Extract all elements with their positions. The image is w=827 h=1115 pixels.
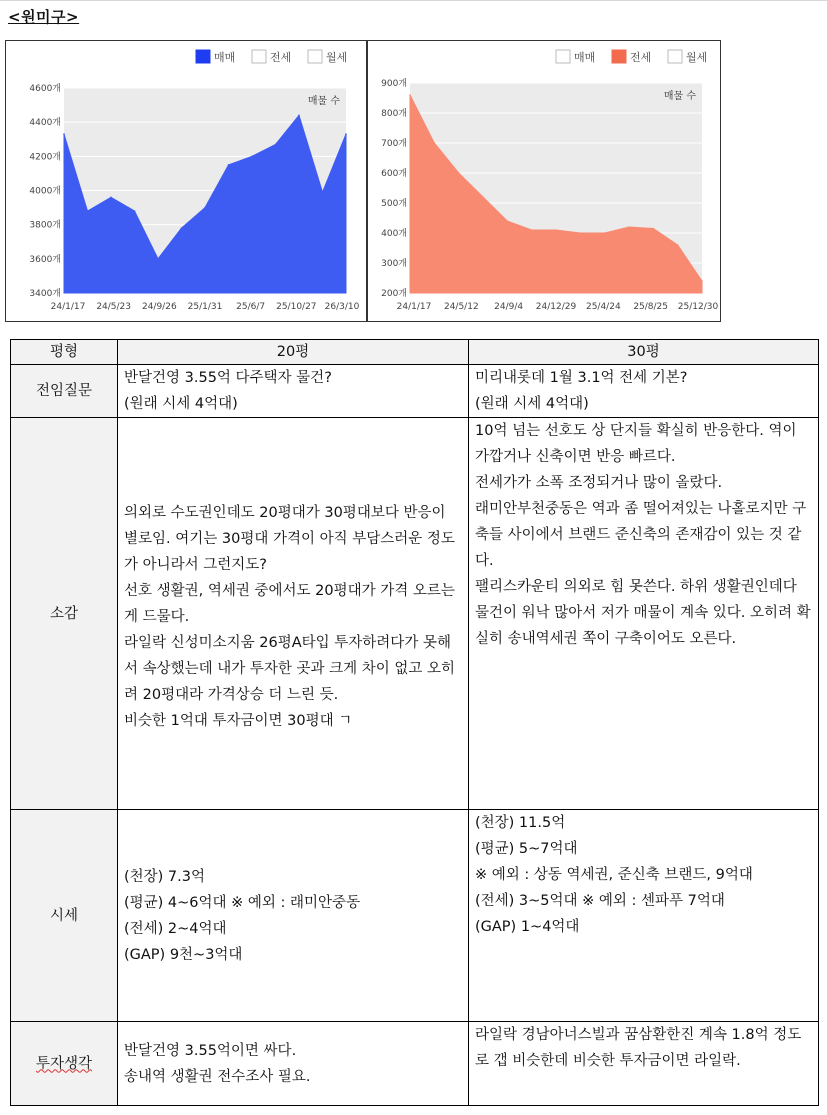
header-20pyeong: 20평 [118, 340, 469, 365]
x-tick-label: 25/4/24 [585, 302, 621, 312]
legend-swatch [668, 50, 682, 63]
sale-listings-chart-svg [6, 41, 366, 321]
analysis-table [10, 339, 819, 1106]
cell-investment-30 [469, 1022, 819, 1106]
x-tick-label: 26/3/10 [324, 302, 360, 312]
header-size: 평형 [11, 340, 118, 365]
cell-impression-20 [118, 418, 469, 810]
y-tick-label: 700개 [381, 139, 407, 149]
cell-price-20 [118, 810, 469, 1022]
y-tick-label: 3800개 [29, 220, 61, 231]
x-tick-label: 24/5/12 [443, 302, 479, 312]
x-tick-label: 24/1/17 [50, 302, 86, 312]
y-tick-label: 4400개 [29, 118, 61, 129]
data-point [228, 164, 230, 166]
y-tick-label: 600개 [381, 169, 407, 179]
cell-question-30-text: 미리내롯데 1월 3.1억 전세 기본? (원래 시세 4억대) [475, 370, 688, 412]
x-tick-label: 24/12/29 [535, 302, 577, 312]
x-tick-label: 24/9/26 [141, 302, 177, 312]
legend-label: 월세 [686, 51, 708, 64]
data-point [110, 197, 112, 199]
data-point [181, 227, 183, 229]
cell-question-30 [469, 365, 819, 418]
legend-swatch [308, 50, 322, 63]
series-label: 매물 수 [663, 91, 696, 102]
jeonse-listings-chart-svg [368, 41, 720, 321]
data-point [322, 191, 324, 193]
series-label: 매물 수 [307, 96, 340, 107]
sale-listings-chart [5, 40, 367, 322]
cell-impression-30 [469, 418, 819, 810]
data-point [409, 94, 411, 96]
data-point [298, 115, 300, 117]
table-row-price [11, 810, 819, 1022]
legend-swatch [196, 50, 210, 63]
data-point [458, 172, 460, 174]
data-point [63, 133, 65, 135]
data-point [434, 142, 436, 144]
data-point [701, 280, 703, 282]
y-tick-label: 900개 [381, 79, 407, 89]
x-tick-label: 25/10/27 [276, 302, 317, 312]
cell-price-20-text: (천장) 7.3억 (평균) 4~6억대 ※ 예외 : 래미안중동 (전세) 2~4억대 (GAP) 9천~3억대 [124, 868, 361, 963]
legend-label: 전세 [270, 51, 292, 64]
cell-investment-30-text: 라일락 경남아너스빌과 꿈삼환한진 계속 1.8억 정도로 갭 비슷한데 비슷한 투자금이면 라일락. [475, 1027, 802, 1069]
cell-impression-20-text: 의외로 수도권인데도 20평대가 30평대보다 반응이 별로임. 여기는 30평대 가격이 아직 부담스러운 정도가 아니라서 그런지도? 선호 생활권, 역세권 중에서도 20평대가 가격 오르는 게 드물다. 라일락 신성미소지움 26평A타입 투자하려다가 못해서 속상했는데 내가 투자한 곳과 크게 차이 없고 오히려 20평대라 가격상승 더 느린 듯. 비슷한 1억대 투자금이면 30평대 ㄱ [124, 504, 456, 729]
x-tick-label: 25/8/25 [633, 302, 669, 312]
legend-swatch [612, 50, 626, 63]
y-tick-label: 200개 [381, 289, 407, 299]
x-tick-label: 25/1/31 [187, 302, 223, 312]
y-tick-label: 4200개 [29, 152, 61, 163]
row-label-investment [11, 1022, 118, 1106]
cell-question-20 [118, 365, 469, 418]
cell-investment-20 [118, 1022, 469, 1106]
data-point [580, 232, 582, 234]
data-point [157, 258, 159, 260]
y-tick-label: 400개 [381, 229, 407, 239]
y-tick-label: 500개 [381, 199, 407, 209]
cell-impression-30-text: 10억 넘는 선호도 상 단지들 확실히 반응한다. 역이 가깝거나 신축이면 반응 빠르다. 전세가가 소폭 조정되거나 많이 올랐다. 래미안부천중동은 역과 좀 떨어져있는 나홀로지만 구축들 사이에서 브랜드 준신축의 존재감이 있는 것 같다. 팰리스카운티 의외로 힘 못쓴다. 하위 생활권인데다 물건이 워낙 많아서 저가 매물이 계속 있다. 오히려 확실히 송내역세권 쪽이 구축이어도 오른다. [475, 423, 811, 647]
data-point [604, 232, 606, 234]
table-row-investment [11, 1022, 819, 1106]
jeonse-listings-chart [367, 40, 721, 322]
data-point [134, 210, 136, 212]
legend-label: 월세 [326, 51, 348, 64]
y-tick-label: 800개 [381, 109, 407, 119]
y-tick-label: 3400개 [29, 289, 61, 299]
y-tick-label: 300개 [381, 259, 407, 269]
cell-price-30-text: (천장) 11.5억 (평균) 5~7억대 ※ 예외 : 상동 역세권, 준신축 브랜드, 9억대 (전세) 3~5억대 ※ 예외 : 센파푸 7억대 (GAP) 1~4억대 [475, 815, 753, 935]
data-point [653, 228, 655, 230]
row-label-impression: 소감 [11, 418, 118, 810]
cell-question-20-text: 반달건영 3.55억 다주택자 물건? (원래 시세 4억대) [124, 370, 332, 412]
x-tick-label: 24/9/4 [494, 302, 524, 312]
data-point [204, 207, 206, 209]
legend-label: 매매 [574, 51, 596, 64]
data-point [345, 133, 347, 135]
x-tick-label: 24/5/23 [96, 302, 132, 312]
cell-investment-20-text: 반달건영 3.55억이면 싸다. 송내역 생활권 전수조사 필요. [124, 1042, 311, 1085]
data-point [87, 210, 89, 212]
table-row-impression [11, 418, 819, 810]
data-point [507, 220, 509, 222]
y-tick-label: 4600개 [29, 84, 61, 94]
data-point [482, 196, 484, 198]
y-tick-label: 4000개 [29, 186, 61, 197]
x-tick-label: 25/6/7 [236, 302, 266, 312]
data-point [251, 156, 253, 158]
table-row-question [11, 365, 819, 418]
data-point [531, 229, 533, 231]
page-top-rule [0, 0, 827, 1]
cell-price-30 [469, 810, 819, 1022]
table-header-row [11, 340, 819, 365]
legend-swatch [252, 50, 266, 63]
legend-label: 전세 [630, 51, 652, 64]
data-point [628, 226, 630, 228]
row-label-price: 시세 [11, 810, 118, 1022]
section-heading: <원미구> [8, 8, 80, 26]
header-30pyeong: 30평 [469, 340, 819, 365]
x-tick-label: 25/12/30 [677, 302, 719, 312]
row-label-investment-text: 투자생각 [35, 1055, 93, 1072]
legend-swatch [556, 50, 570, 63]
x-tick-label: 24/1/17 [396, 302, 432, 312]
data-point [677, 244, 679, 246]
data-point [275, 144, 277, 146]
legend-label: 매매 [214, 51, 236, 64]
data-point [555, 229, 557, 231]
row-label-question: 전임질문 [11, 365, 118, 418]
y-tick-label: 3600개 [29, 254, 61, 265]
